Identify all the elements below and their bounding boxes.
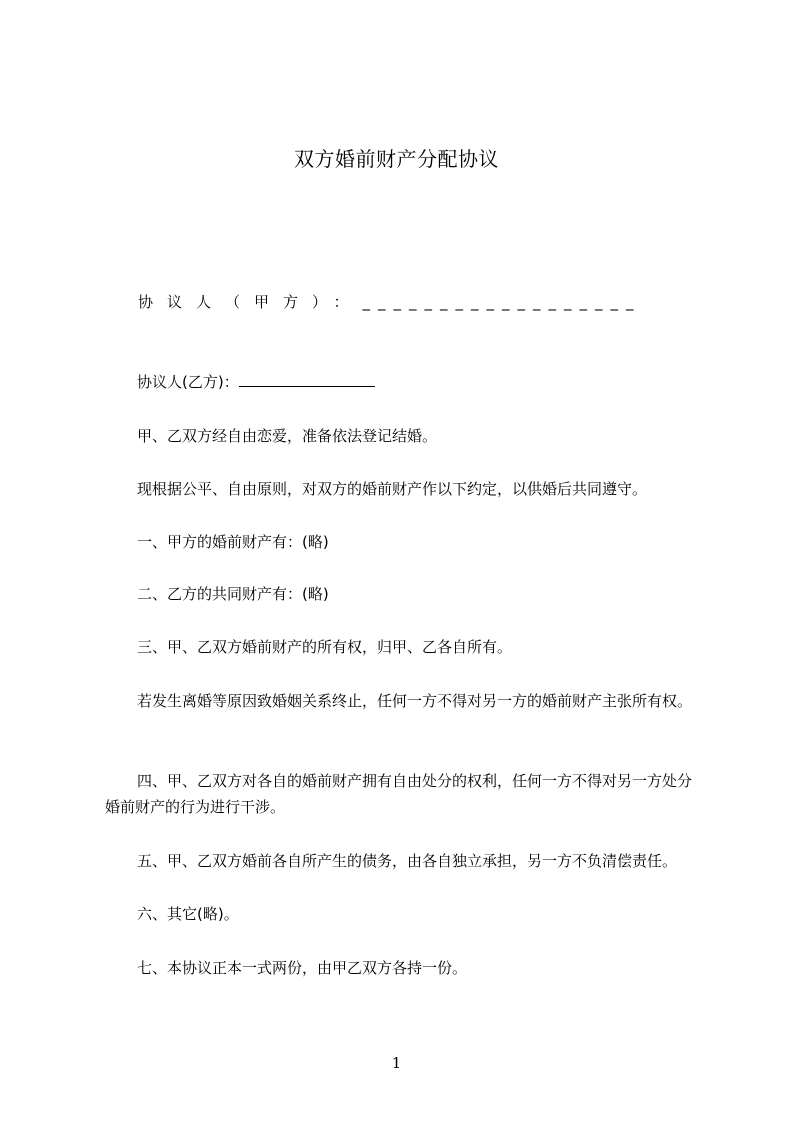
- clause-7: 七、本协议正本一式两份，由甲乙双方各持一份。: [137, 959, 468, 977]
- paragraph: 若发生离婚等原因致婚姻关系终止，任何一方不得对另一方的婚前财产主张所有权。: [137, 692, 693, 710]
- party-a-blank: __________________: [362, 293, 642, 311]
- clause-3: 三、甲、乙双方婚前财产的所有权，归甲、乙各自所有。: [137, 638, 513, 656]
- party-a-line: [138, 289, 642, 315]
- document-title: 双方婚前财产分配协议: [294, 147, 499, 171]
- clause-5: 五、甲、乙双方婚前各自所产生的债务，由各自独立承担，另一方不负清偿责任。: [137, 852, 678, 870]
- clause-1: 一、甲方的婚前财产有：(略): [137, 533, 329, 551]
- page-number: 1: [391, 1054, 402, 1072]
- party-a-label: 协议人（甲方）：: [138, 293, 363, 311]
- party-b-line: [137, 369, 375, 395]
- paragraph: 甲、乙双方经自由恋爱，准备依法登记结婚。: [137, 427, 438, 445]
- party-b-blank: [239, 373, 375, 387]
- party-b-label: 协议人(乙方)：: [137, 373, 239, 391]
- paragraph: 现根据公平、自由原则，对双方的婚前财产作以下约定，以供婚后共同遵守。: [137, 480, 648, 498]
- clause-2: 二、乙方的共同财产有：(略): [137, 585, 329, 603]
- clause-4: 四、甲、乙双方对各自的婚前财产拥有自由处分的权利，任何一方不得对另一方处分婚前财产的行为进行干涉。: [105, 772, 693, 816]
- clause-6: 六、其它(略)。: [137, 905, 239, 923]
